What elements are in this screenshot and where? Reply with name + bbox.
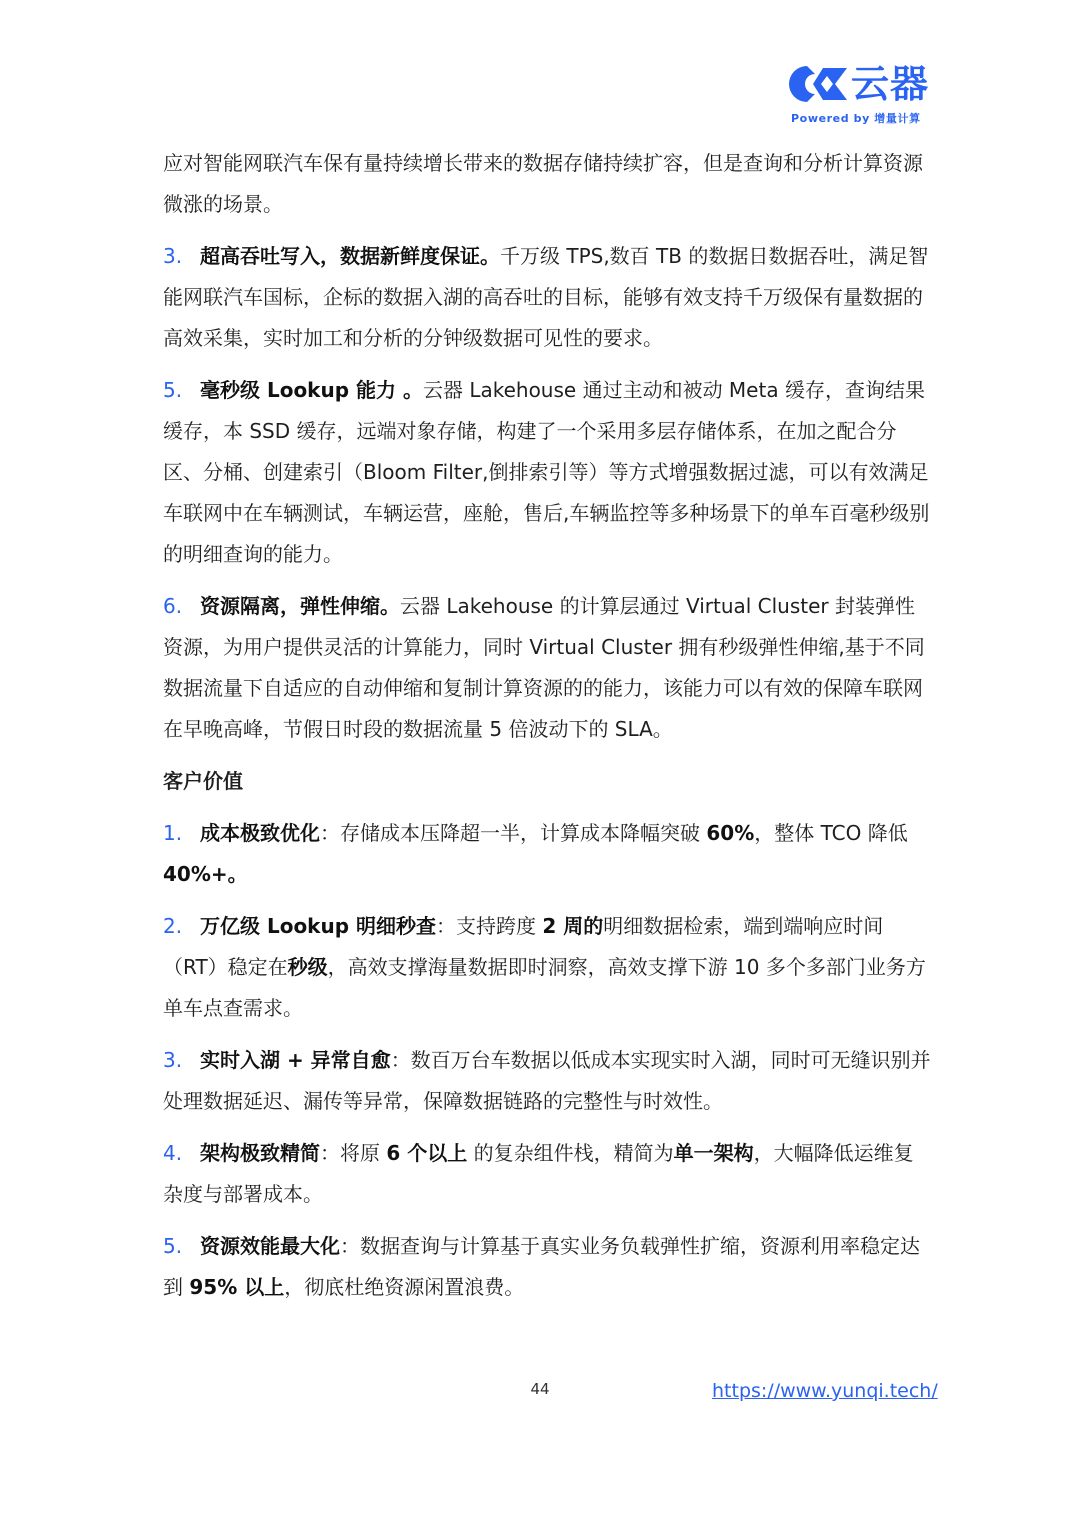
value-text: ：存储成本压降超一半，计算成本降幅突破 [320,821,707,845]
value-text: ，整体 TCO 降低 [754,821,908,845]
value-item [163,813,933,895]
yunqi-logo-icon [787,64,849,104]
feature-text: 云器 Lakehouse 通过主动和被动 Meta 缓存，查询结果缓存，本 SSD 缓存，远端对象存储，构建了一个采用多层存储体系，在加之配合分区、分桶、创建索引（Bloom Filter,倒排索引等）等方式增强数据过滤，可以有效满足车联网中在车辆测试，车辆运营，座舱，售后,车辆监控等多种场景下的单车百毫秒级别的明细查询的能力。 [163,378,930,566]
feature-text: 千万级 TPS,数百 TB 的数据日数据吞吐，满足智能网联汽车国标，企标的数据入湖的高吞吐的目标，能够有效支持千万级保有量数据的高效采集，实时加工和分析的分钟级数据可见性的要求。 [163,244,929,350]
value-emphasis: 架构极致精简 [200,1141,320,1165]
value-item [163,906,933,1029]
feature-title: 超高吞吐写入，数据新鲜度保证。 [200,244,500,268]
feature-title: 毫秒级 Lookup 能力 。 [200,378,423,402]
value-text: ：支持跨度 [436,914,543,938]
feature-title: 资源隔离，弹性伸缩。 [200,594,400,618]
list-number: 6. [163,594,183,618]
value-item [163,1040,933,1122]
value-emphasis: 60% [706,821,755,845]
value-list [163,813,933,1308]
page-number: 44 [530,1380,550,1398]
list-number: 5. [163,378,183,402]
value-item [163,1226,933,1308]
value-text: ，彻底杜绝资源闲置浪费。 [284,1275,525,1299]
website-link[interactable]: https://www.yunqi.tech/ [712,1380,938,1402]
value-emphasis: 2 周的 [542,914,604,938]
value-text: 明细数据检索，端到端响应时间（RT）稳定在 [163,914,884,979]
value-emphasis: 95% 以上 [189,1275,285,1299]
value-emphasis: 成本极致优化 [200,821,320,845]
feature-text: 云器 Lakehouse 的计算层通过 Virtual Cluster 封装弹性资源，为用户提供灵活的计算能力，同时 Virtual Cluster 拥有秒级弹性伸缩,基于不同数据流量下自适应的自动伸缩和复制计算资源的的能力，该能力可以有效的保障车联网在早晚高峰，节假日时段的数据流量 5 倍波动下的 SLA。 [163,594,925,741]
feature-item [163,370,933,575]
brand-tagline: Powered by 增量计算 [791,112,921,125]
list-number: 3. [163,244,183,268]
feature-item [163,586,933,750]
value-emphasis: 秒级 [287,955,328,979]
value-text: ：数据查询与计算基于真实业务负载弹性扩缩，资源利用率稳定达到 [163,1234,920,1299]
value-text: ，大幅降低运维复杂度与部署成本。 [163,1141,914,1206]
value-emphasis: 实时入湖 + 异常自愈 [200,1048,391,1072]
value-emphasis: 资源效能最大化 [200,1234,340,1258]
value-emphasis: 万亿级 Lookup 明细秒查 [200,914,437,938]
list-number: 2. [163,914,183,938]
brand-logo [787,62,930,126]
list-number: 1. [163,821,183,845]
value-emphasis: 6 个以上 [386,1141,468,1165]
value-emphasis: 40%+。 [163,862,248,886]
document-body [163,143,933,1319]
feature-item [163,236,933,359]
feature-list [163,236,933,750]
value-item [163,1133,933,1215]
list-number: 4. [163,1141,183,1165]
section-heading: 客户价值 [163,769,243,793]
brand-name: 云器 [851,62,930,106]
intro-paragraph: 应对智能网联汽车保有量持续增长带来的数据存储持续扩容，但是查询和分析计算资源微涨的场景。 [163,151,923,216]
list-number: 3. [163,1048,183,1072]
value-text: ，高效支撑海量数据即时洞察，高效支撑下游 10 多个多部门业务方单车点查需求。 [163,955,926,1020]
value-emphasis: 单一架构 [673,1141,754,1165]
value-text: 的复杂组件栈，精简为 [467,1141,674,1165]
value-text: ：将原 [320,1141,387,1165]
list-number: 5. [163,1234,183,1258]
value-text: ：数百万台车数据以低成本实现实时入湖，同时可无缝识别并处理数据延迟、漏传等异常，保障数据链路的完整性与时效性。 [163,1048,931,1113]
